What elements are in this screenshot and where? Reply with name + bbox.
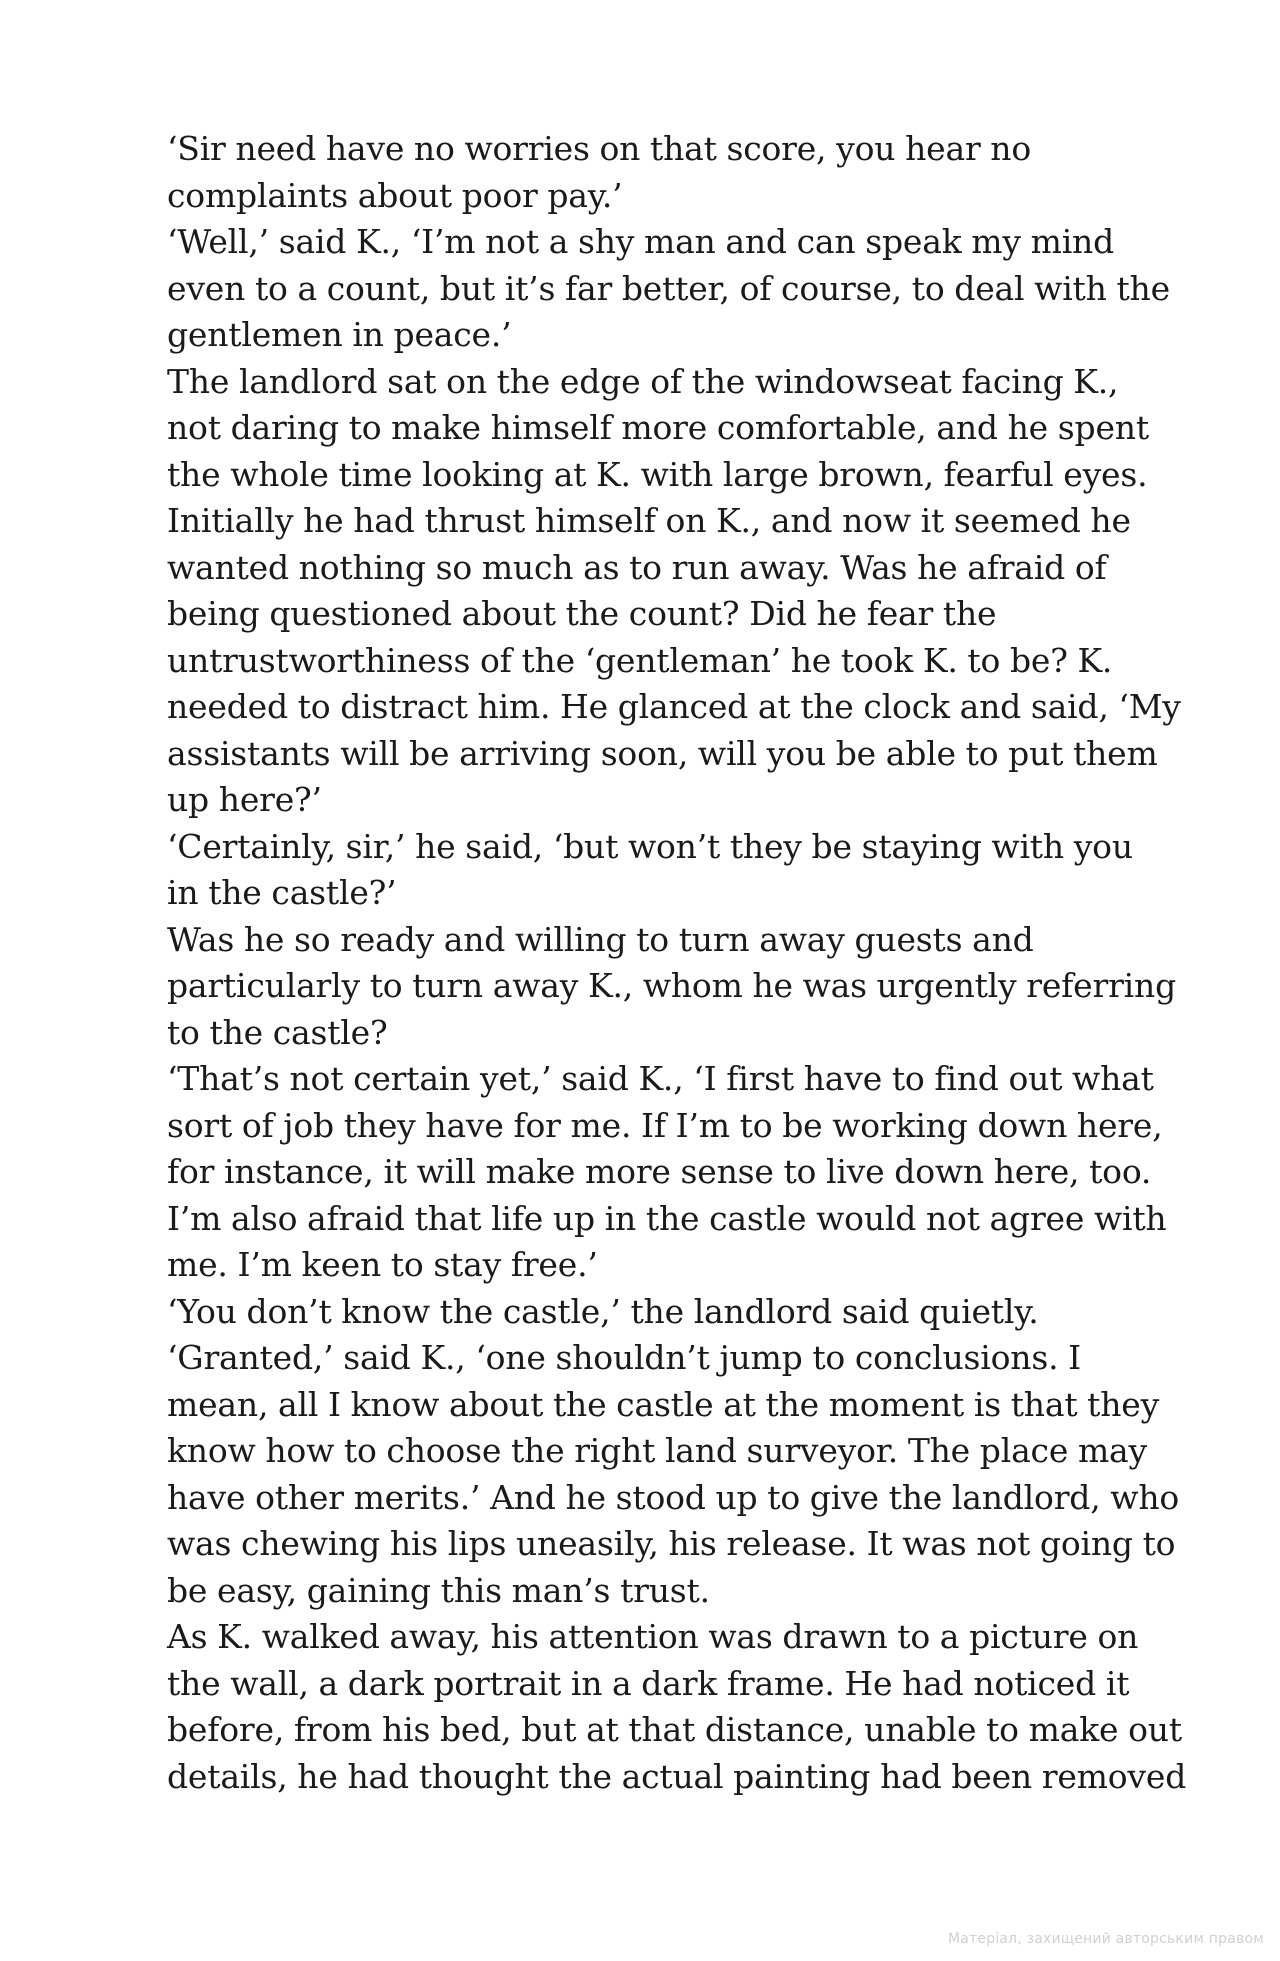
paragraph-1	[128, 126, 1168, 219]
text-line: not daring to make himself more comfortable, and he spent	[167, 408, 1149, 447]
paragraph-9	[128, 1614, 1187, 1800]
text-line: ‘Certainly, sir,’ he said, ‘but won’t they be staying with you	[167, 826, 1133, 866]
text-line: be easy, gaining this man’s trust.	[167, 1570, 710, 1610]
text-line: particularly to turn away K., whom he was urgently referring	[167, 966, 1176, 1005]
text-line: ‘That’s not certain yet,’ said K., ‘I first have to find out what	[167, 1059, 1154, 1098]
text-line: was chewing his lips uneasily, his release. It was not going to	[167, 1524, 1176, 1563]
text-line: mean, all I know about the castle at the moment is that they	[167, 1384, 1160, 1424]
text-line: in the castle?’	[167, 873, 397, 912]
text-line: sort of job they have for me. If I’m to be working down here,	[167, 1105, 1163, 1145]
paragraph-8	[128, 1335, 1180, 1614]
text-line: before, from his bed, but at that distance, unable to make out	[167, 1710, 1182, 1749]
text-line: have other merits.’ And he stood up to give the landlord, who	[167, 1477, 1180, 1517]
text-line: wanted nothing so much as to run away. Was he afraid of	[167, 547, 1107, 587]
paragraph-2	[128, 219, 1168, 359]
text-line: ‘You don’t know the castle,’ the landlord said quietly.	[167, 1291, 1039, 1331]
paragraph-6	[128, 1056, 1168, 1289]
text-line: As K. walked away, his attention was drawn to a picture on	[167, 1617, 1139, 1656]
text-line: assistants will be arriving soon, will you be able to put them	[167, 733, 1158, 773]
text-line: The landlord sat on the edge of the windowseat facing K.,	[167, 361, 1119, 401]
text-line: the wall, a dark portrait in a dark frame. He had noticed it	[167, 1663, 1130, 1703]
text-line: needed to distract him. He glanced at the clock and said, ‘My	[167, 687, 1181, 726]
text-line: details, he had thought the actual painting had been removed	[167, 1756, 1187, 1796]
text-line: gentlemen in peace.’	[167, 315, 512, 354]
text-line: Initially he had thrust himself on K., and now it seemed he	[167, 501, 1131, 540]
text-line: untrustworthiness of the ‘gentleman’ he took K. to be? K.	[167, 640, 1113, 680]
text-line: for instance, it will make more sense to live down here, too.	[167, 1152, 1152, 1191]
paragraph-5	[128, 917, 1176, 1057]
text-line: I’m also afraid that life up in the castle would not agree with	[167, 1198, 1167, 1238]
copyright-watermark: Матеріал, захищений авторським правом	[948, 1931, 1264, 1947]
text-line: being questioned about the count? Did he fear the	[167, 594, 997, 633]
text-line: up here?’	[167, 780, 322, 819]
text-line: know how to choose the right land surveyor. The place may	[167, 1431, 1147, 1470]
paragraph-3	[128, 359, 1181, 824]
text-line: ‘Sir need have no worries on that score, you hear no	[167, 129, 1032, 168]
text-line: Was he so ready and willing to turn away guests and	[167, 919, 1034, 959]
text-line: to the castle?	[167, 1012, 388, 1052]
text-line: even to a count, but it’s far better, of course, to deal with the	[167, 268, 1170, 308]
book-page-body	[128, 126, 1187, 1800]
text-line: ‘Well,’ said K., ‘I’m not a shy man and can speak my mind	[167, 222, 1115, 261]
text-line: me. I’m keen to stay free.’	[167, 1245, 598, 1284]
text-line: complaints about poor pay.’	[167, 175, 623, 215]
paragraph-4	[128, 824, 1168, 917]
paragraph-7	[128, 1289, 1168, 1336]
text-line: ‘Granted,’ said K., ‘one shouldn’t jump to conclusions. I	[167, 1338, 1082, 1377]
text-line: the whole time looking at K. with large brown, fearful eyes.	[167, 454, 1148, 494]
